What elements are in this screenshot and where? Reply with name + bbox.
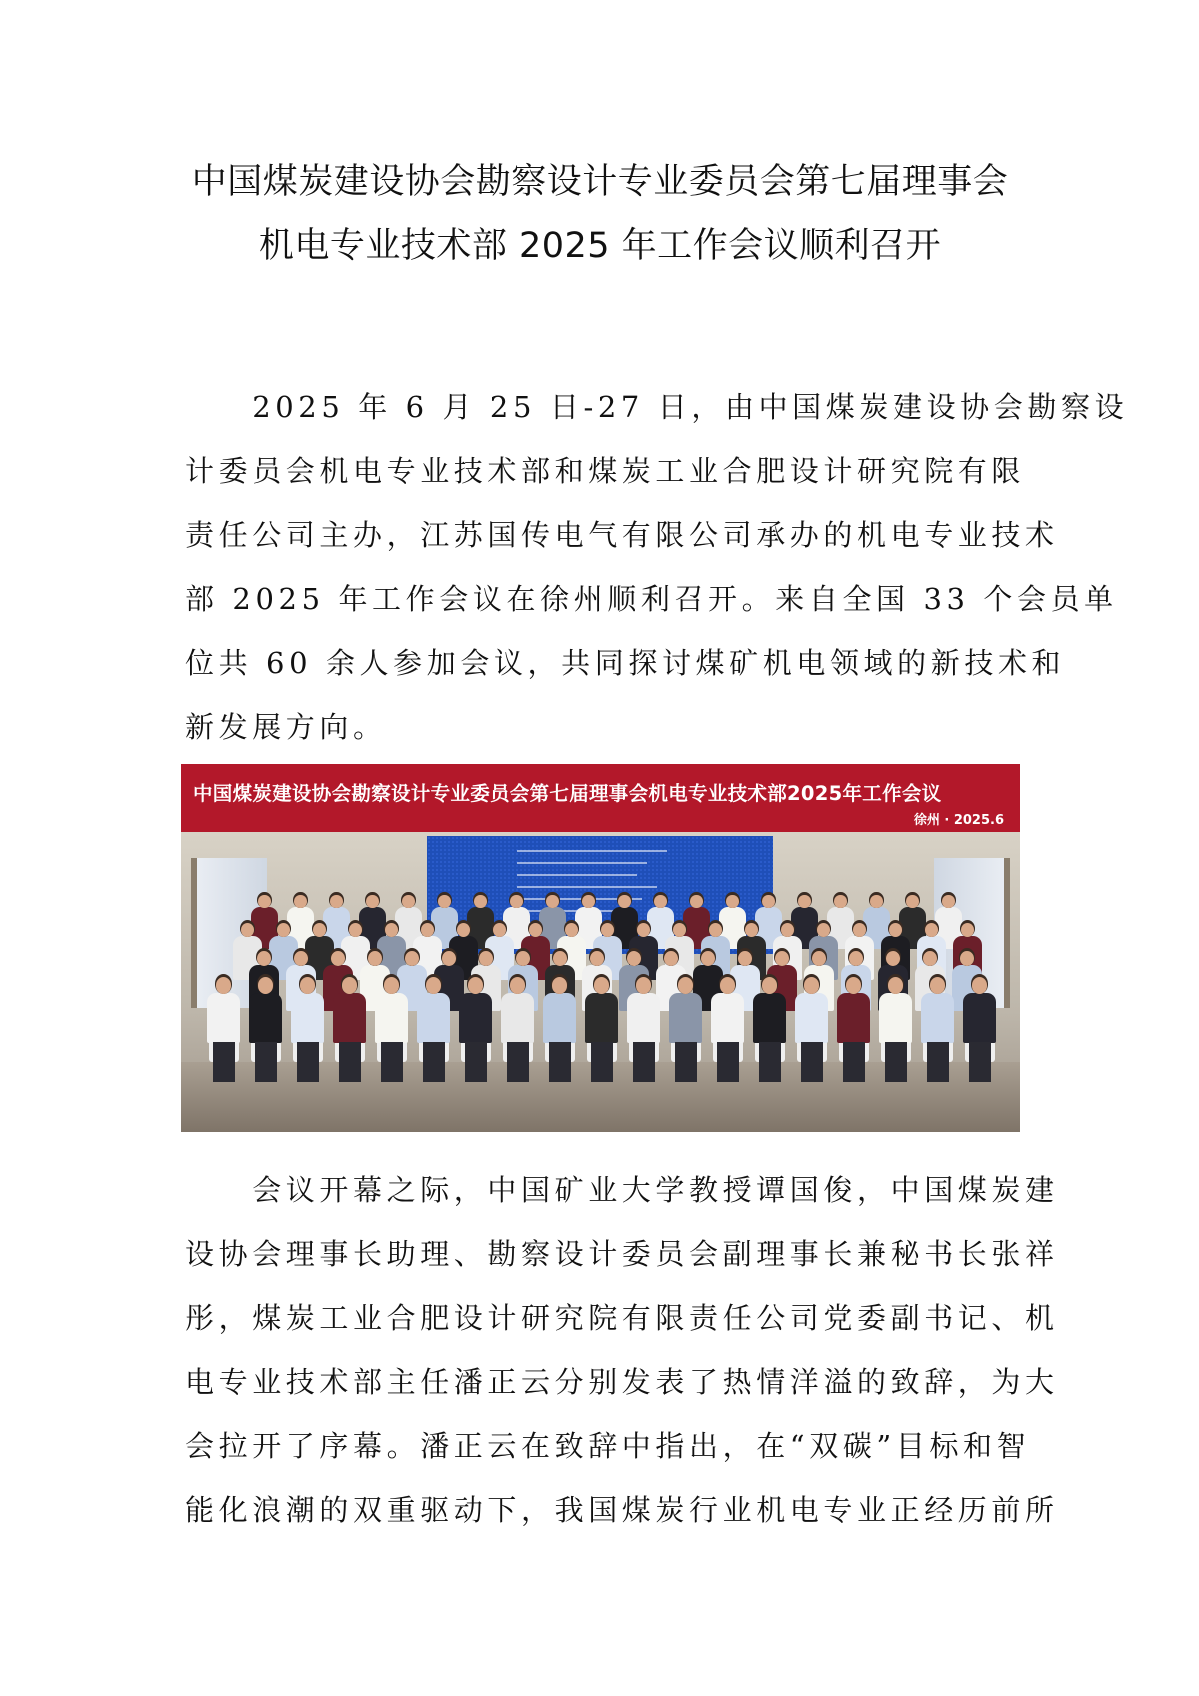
group-photo [181,764,1020,1132]
paragraph-line: 计委员会机电专业技术部和煤炭工业合肥设计研究院有限 [185,454,1026,488]
paragraph-line: 2025 年 6 月 25 日-27 日，由中国煤炭建设协会勘察设 [185,390,1129,424]
paragraph-opening [185,1158,1059,1542]
title-line-2: 机电专业技术部 2025 年工作会议顺利召开 [258,226,942,266]
paragraph-line: 彤，煤炭工业合肥设计研究院有限责任公司党委副书记、机 [185,1301,1059,1335]
paragraph-line: 设协会理事长助理、勘察设计委员会副理事长兼秘书长张祥 [185,1237,1059,1271]
photo-banner [181,764,1020,832]
meeting-hall [181,832,1020,1132]
paragraph-line: 部 2025 年工作会议在徐州顺利召开。来自全国 33 个会员单 [185,582,1118,616]
paragraph-line: 新发展方向。 [185,710,387,744]
paragraph-line: 电专业技术部主任潘正云分别发表了热情洋溢的致辞，为大 [185,1365,1059,1399]
paragraph-line: 会议开幕之际，中国矿业大学教授谭国俊，中国煤炭建 [185,1173,1059,1207]
paragraph-intro [185,375,1129,759]
banner-title: 中国煤炭建设协会勘察设计专业委员会第七届理事会机电专业技术部2025年工作会议 [193,782,942,805]
banner-subtitle: 徐州 · 2025.6 [913,813,1004,828]
paragraph-line: 能化浪潮的双重驱动下，我国煤炭行业机电专业正经历前所 [185,1493,1059,1527]
paragraph-line: 位共 60 余人参加会议，共同探讨煤矿机电领域的新技术和 [185,646,1066,680]
title-line-1: 中国煤炭建设协会勘察设计专业委员会第七届理事会 [191,162,1009,202]
paragraph-line: 责任公司主办，江苏国传电气有限公司承办的机电专业技术 [185,518,1059,552]
paragraph-line: 会拉开了序幕。潘正云在致辞中指出，在“双碳”目标和智 [185,1429,1031,1463]
article-title [150,150,1050,278]
